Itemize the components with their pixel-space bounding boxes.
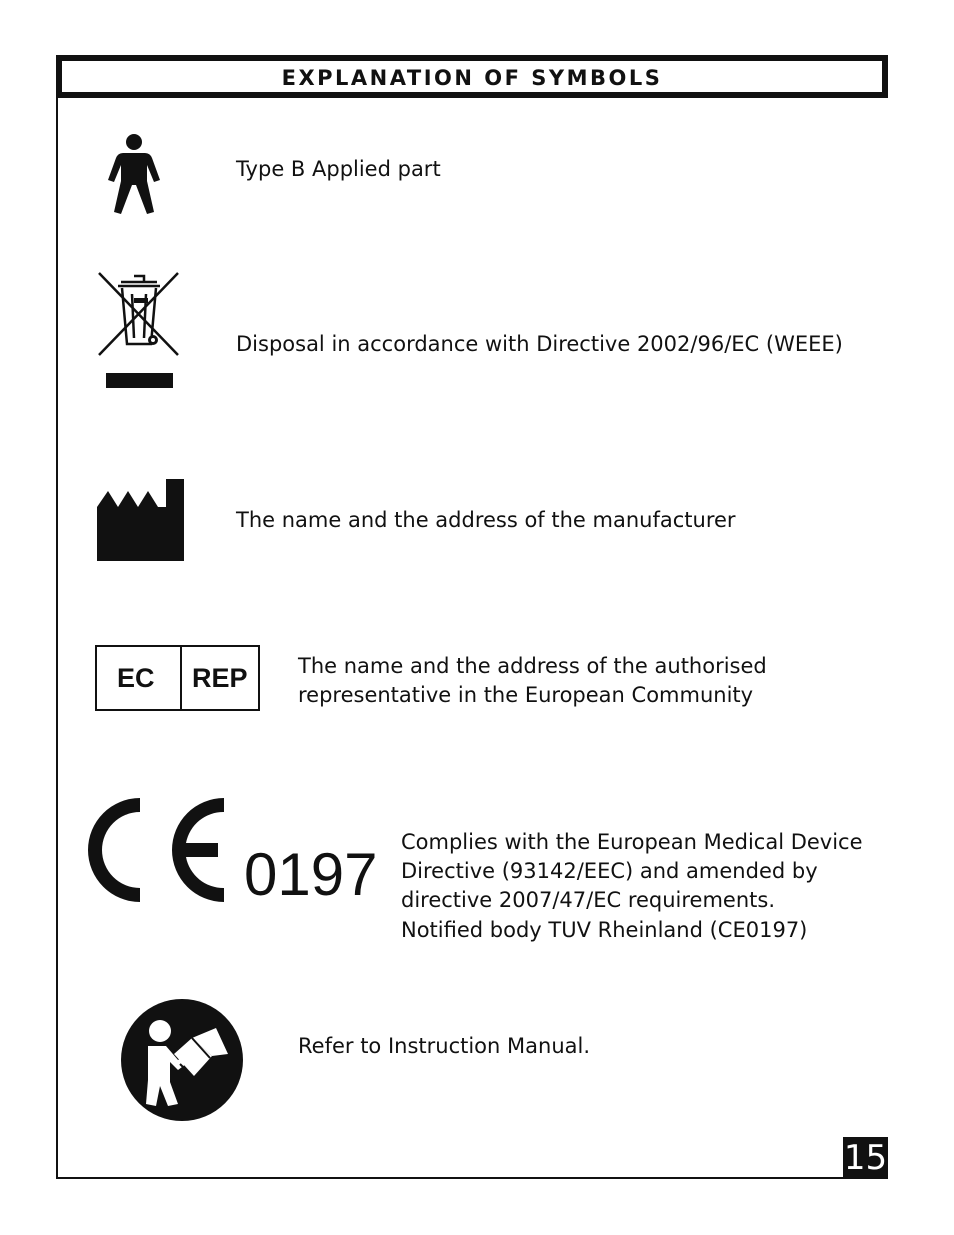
ce-text-line-4: Notified body TUV Rheinland (CE0197) xyxy=(401,918,808,942)
ce-text-line-1: Complies with the European Medical Device xyxy=(401,830,863,854)
section-title: EXPLANATION OF SYMBOLS xyxy=(281,66,663,90)
ce-text-line-2: Directive (93142/EEC) and amended by xyxy=(401,859,818,883)
section-header xyxy=(56,55,888,98)
type-b-applied-part-icon xyxy=(105,133,163,217)
rep-label: REP xyxy=(192,663,248,693)
ce-text-line-3: directive 2007/47/EC requirements. xyxy=(401,888,776,912)
ec-rep-text-line-2: representative in the European Community xyxy=(298,683,754,707)
ec-rep-icon xyxy=(95,645,260,711)
type-b-applied-part-text: Type B Applied part xyxy=(236,157,441,181)
ec-rep-text-line-1: The name and the address of the authorised xyxy=(298,654,767,678)
ce-mark-icon xyxy=(82,796,230,904)
factory-manufacturer-icon xyxy=(96,477,186,563)
page-number: 15 xyxy=(843,1138,888,1178)
refer-to-manual-icon xyxy=(120,998,244,1122)
manufacturer-text: The name and the address of the manufacturer xyxy=(236,508,736,532)
ce-notified-body-number: 0197 xyxy=(244,841,378,908)
manual-text: Refer to Instruction Manual. xyxy=(298,1034,591,1058)
weee-text: Disposal in accordance with Directive 2002/96/EC (WEEE) xyxy=(236,332,843,356)
ec-label: EC xyxy=(117,663,155,693)
crossed-out-wheelie-bin-icon xyxy=(96,270,182,390)
ec-rep-divider xyxy=(180,647,182,709)
